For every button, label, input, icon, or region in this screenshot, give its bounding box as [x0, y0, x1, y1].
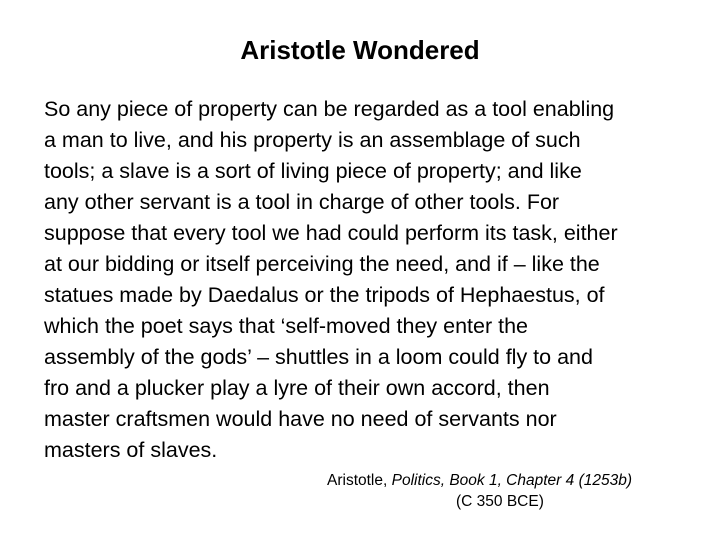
citation-date: (C 350 BCE) [456, 493, 544, 510]
quote-line: suppose that every tool we had could perform its task, either [44, 221, 618, 245]
quote-line: at our bidding or itself perceiving the need, and if – like the [44, 252, 600, 276]
quote-line: masters of slaves. [44, 438, 218, 462]
slide-title: Aristotle Wondered [240, 35, 480, 65]
citation-work: Politics, Book 1, Chapter 4 (1253b) [391, 472, 632, 489]
quote-line: tools; a slave is a sort of living piece of property; and like [44, 159, 582, 183]
quote-line: master craftsmen would have no need of servants nor [44, 407, 557, 431]
quote-line: any other servant is a tool in charge of other tools. For [44, 190, 560, 214]
quote-body [44, 94, 694, 466]
quote-line: a man to live, and his property is an assemblage of such [44, 128, 581, 152]
quote-line: fro and a plucker play a lyre of their own accord, then [44, 376, 550, 400]
quote-line: So any piece of property can be regarded as a tool enabling [44, 97, 615, 121]
citation-author: Aristotle, [327, 472, 392, 489]
quote-line: statues made by Daedalus or the tripods of Hephaestus, of [44, 283, 605, 307]
citation [300, 470, 700, 512]
quote-line: which the poet says that ‘self-moved they enter the [44, 314, 529, 338]
quote-line: assembly of the gods’ – shuttles in a loom could fly to and [44, 345, 593, 369]
citation-source [300, 470, 700, 491]
